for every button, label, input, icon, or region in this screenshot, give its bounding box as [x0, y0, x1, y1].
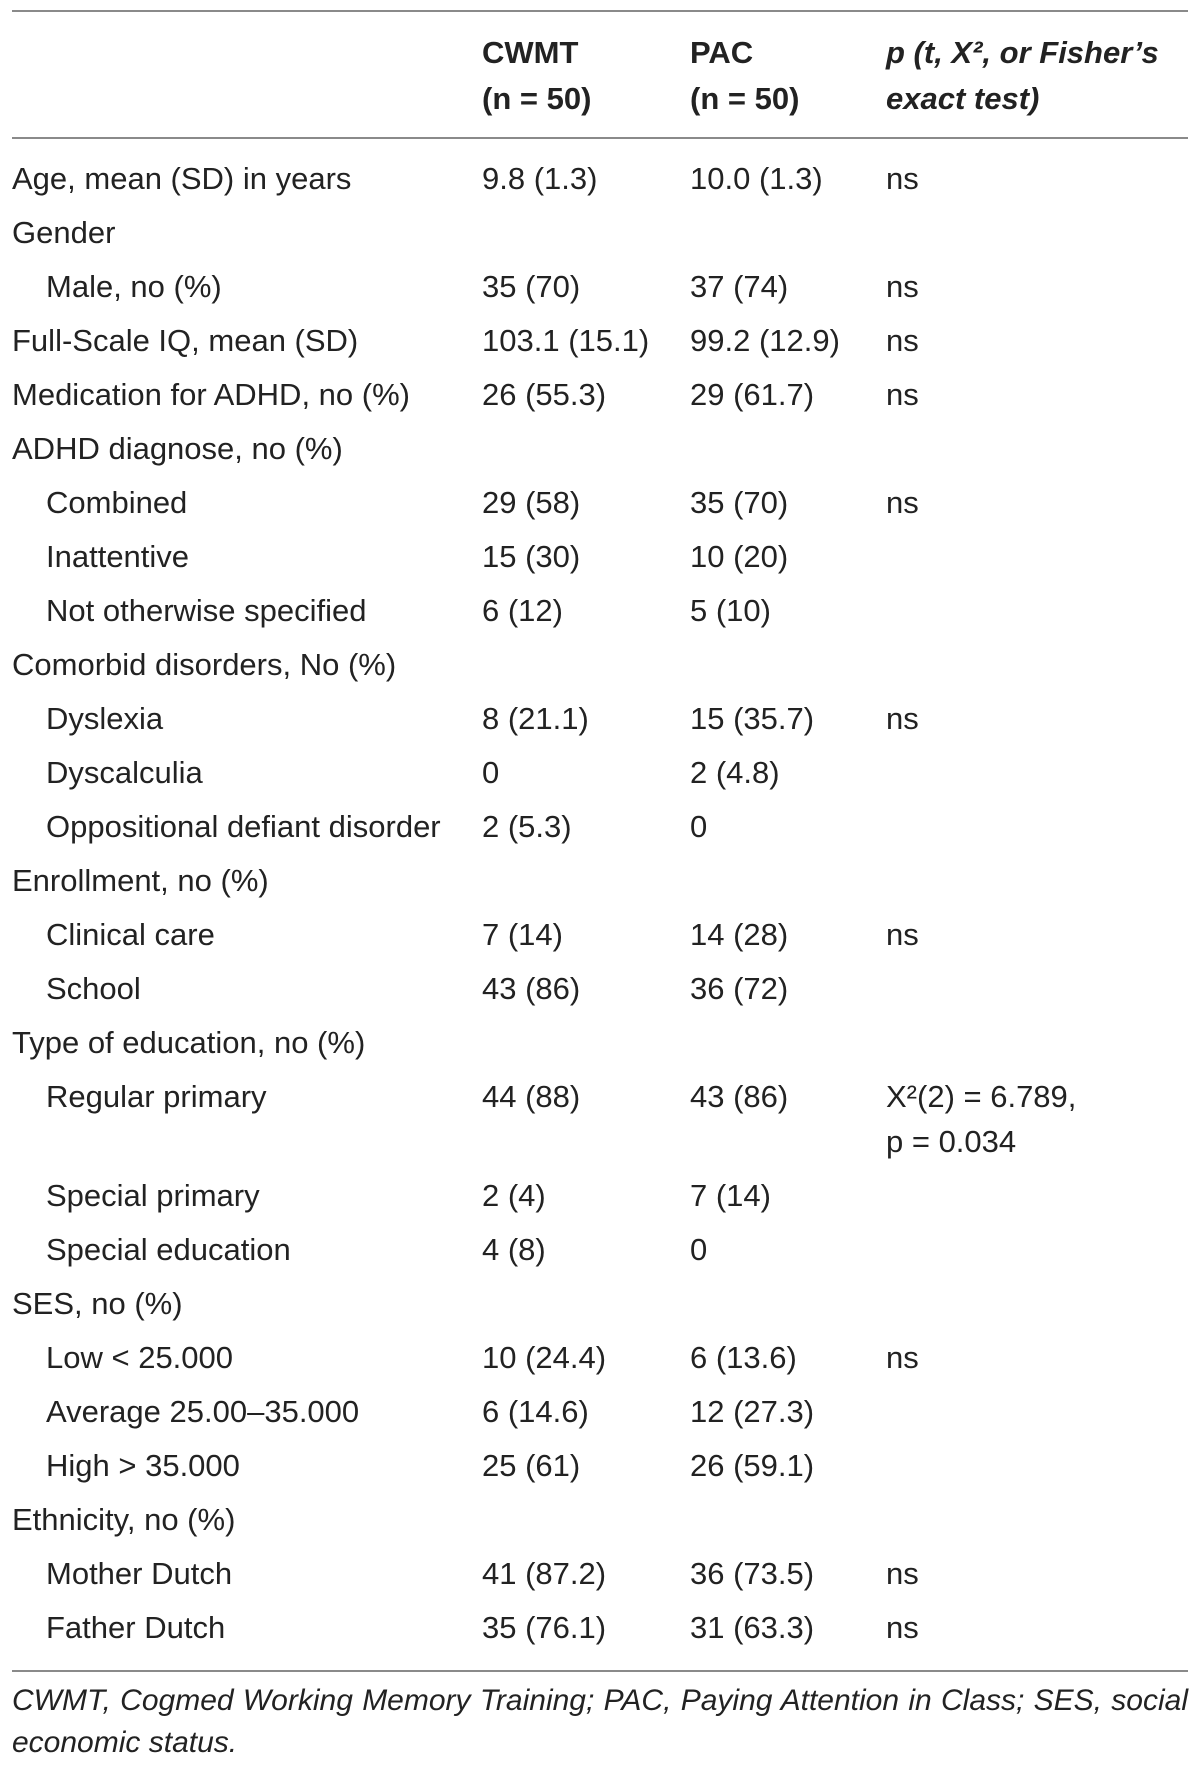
row-label: Enrollment, no (%) — [12, 863, 269, 898]
table-row — [12, 206, 1188, 260]
row-label: Gender — [12, 215, 116, 250]
row-label: Low < 25.000 — [46, 1340, 234, 1375]
row-label: Special primary — [46, 1178, 260, 1213]
table-row — [12, 152, 1188, 206]
cwmt-value: 35 (70) — [482, 269, 581, 304]
cwmt-value: 6 (12) — [482, 593, 563, 628]
cwmt-value: 44 (88) — [482, 1079, 581, 1114]
bottom-rule — [12, 1670, 1188, 1672]
row-label: Male, no (%) — [46, 269, 222, 304]
row-label: Not otherwise specified — [46, 593, 367, 628]
table-body — [12, 152, 1188, 1655]
p-value: ns — [886, 917, 919, 952]
table-row — [12, 692, 1188, 746]
pac-value: 37 (74) — [690, 269, 789, 304]
pac-value: 7 (14) — [690, 1178, 771, 1213]
row-label: Type of education, no (%) — [12, 1025, 366, 1060]
cwmt-value: 6 (14.6) — [482, 1394, 589, 1429]
row-label: Dyscalculia — [46, 755, 203, 790]
cwmt-value: 2 (5.3) — [482, 809, 572, 844]
header-rule — [12, 137, 1188, 139]
table-row — [12, 1493, 1188, 1547]
p-value: ns — [886, 1556, 919, 1591]
row-label: Mother Dutch — [46, 1556, 233, 1591]
table-row — [12, 1223, 1188, 1277]
header-cwmt-label: CWMT — [482, 35, 579, 70]
header-p — [886, 30, 1159, 122]
pac-value: 31 (63.3) — [690, 1610, 815, 1645]
top-rule — [12, 10, 1188, 12]
table-row — [12, 1331, 1188, 1385]
p-value — [886, 1074, 1076, 1164]
table-row — [12, 1385, 1188, 1439]
cwmt-value: 15 (30) — [482, 539, 581, 574]
table-row — [12, 746, 1188, 800]
p-value: ns — [886, 1340, 919, 1375]
table-row — [12, 962, 1188, 1016]
table-row — [12, 476, 1188, 530]
row-label: Combined — [46, 485, 188, 520]
pac-value: 43 (86) — [690, 1079, 789, 1114]
pac-value: 12 (27.3) — [690, 1394, 815, 1429]
cwmt-value: 7 (14) — [482, 917, 563, 952]
row-label: ADHD diagnose, no (%) — [12, 431, 343, 466]
table-row — [12, 908, 1188, 962]
pac-value: 10.0 (1.3) — [690, 161, 823, 196]
header-pac — [690, 30, 799, 122]
table-row — [12, 530, 1188, 584]
cwmt-value: 41 (87.2) — [482, 1556, 607, 1591]
pac-value: 29 (61.7) — [690, 377, 815, 412]
p-value-line2: p = 0.034 — [886, 1124, 1017, 1159]
cwmt-value: 29 (58) — [482, 485, 581, 520]
header-pac-n: (n = 50) — [690, 81, 800, 116]
row-label: Clinical care — [46, 917, 215, 952]
table-row — [12, 314, 1188, 368]
row-label: Medication for ADHD, no (%) — [12, 377, 410, 412]
pac-value: 6 (13.6) — [690, 1340, 797, 1375]
table-row — [12, 1169, 1188, 1223]
table-row — [12, 1016, 1188, 1070]
pac-value: 14 (28) — [690, 917, 789, 952]
pac-value: 0 — [690, 1232, 708, 1267]
table-row — [12, 260, 1188, 314]
row-label: Special education — [46, 1232, 291, 1267]
table-row — [12, 638, 1188, 692]
row-label: Comorbid disorders, No (%) — [12, 647, 397, 682]
row-label: SES, no (%) — [12, 1286, 183, 1321]
row-label: Dyslexia — [46, 701, 164, 736]
cwmt-value: 0 — [482, 755, 500, 790]
row-label: Inattentive — [46, 539, 190, 574]
table-row — [12, 1277, 1188, 1331]
table-row — [12, 1439, 1188, 1493]
pac-value: 36 (72) — [690, 971, 789, 1006]
pac-value: 15 (35.7) — [690, 701, 815, 736]
row-label: Father Dutch — [46, 1610, 226, 1645]
pac-value: 5 (10) — [690, 593, 771, 628]
cwmt-value: 8 (21.1) — [482, 701, 589, 736]
header-p-line1: p (t, X², or Fisher’s — [886, 35, 1159, 70]
row-label: Regular primary — [46, 1079, 267, 1114]
row-label: School — [46, 971, 141, 1006]
pac-value: 35 (70) — [690, 485, 789, 520]
p-value: ns — [886, 323, 919, 358]
header-cwmt — [482, 30, 591, 122]
header-p-line2: exact test) — [886, 81, 1040, 116]
row-label: High > 35.000 — [46, 1448, 240, 1483]
p-value: ns — [886, 485, 919, 520]
table-row — [12, 422, 1188, 476]
cwmt-value: 25 (61) — [482, 1448, 581, 1483]
p-value: ns — [886, 701, 919, 736]
row-label: Full-Scale IQ, mean (SD) — [12, 323, 359, 358]
cwmt-value: 43 (86) — [482, 971, 581, 1006]
cwmt-value: 2 (4) — [482, 1178, 546, 1213]
p-value: ns — [886, 269, 919, 304]
table-footnote: CWMT, Cogmed Working Memory Training; PAC, Paying Attention in Class; SES, social economic status. — [12, 1684, 1188, 1759]
pac-value: 99.2 (12.9) — [690, 323, 840, 358]
table-row — [12, 584, 1188, 638]
row-label: Age, mean (SD) in years — [12, 161, 352, 196]
table-header — [12, 30, 1188, 130]
row-label: Ethnicity, no (%) — [12, 1502, 236, 1537]
cwmt-value: 103.1 (15.1) — [482, 323, 650, 358]
pac-value: 26 (59.1) — [690, 1448, 815, 1483]
pac-value: 36 (73.5) — [690, 1556, 815, 1591]
pac-value: 2 (4.8) — [690, 755, 780, 790]
table-row — [12, 1601, 1188, 1655]
table-row — [12, 368, 1188, 422]
table-row — [12, 1547, 1188, 1601]
p-value-line1: X²(2) = 6.789, — [886, 1079, 1077, 1114]
table-row — [12, 1070, 1188, 1169]
cwmt-value: 10 (24.4) — [482, 1340, 607, 1375]
p-value: ns — [886, 1610, 919, 1645]
cwmt-value: 9.8 (1.3) — [482, 161, 598, 196]
pac-value: 0 — [690, 809, 708, 844]
cwmt-value: 35 (76.1) — [482, 1610, 607, 1645]
header-pac-label: PAC — [690, 35, 754, 70]
p-value: ns — [886, 161, 919, 196]
table-row — [12, 800, 1188, 854]
cwmt-value: 26 (55.3) — [482, 377, 607, 412]
table-row — [12, 854, 1188, 908]
row-label: Oppositional defiant disorder — [46, 809, 441, 844]
header-cwmt-n: (n = 50) — [482, 81, 592, 116]
pac-value: 10 (20) — [690, 539, 789, 574]
row-label: Average 25.00–35.000 — [46, 1394, 360, 1429]
p-value: ns — [886, 377, 919, 412]
cwmt-value: 4 (8) — [482, 1232, 546, 1267]
